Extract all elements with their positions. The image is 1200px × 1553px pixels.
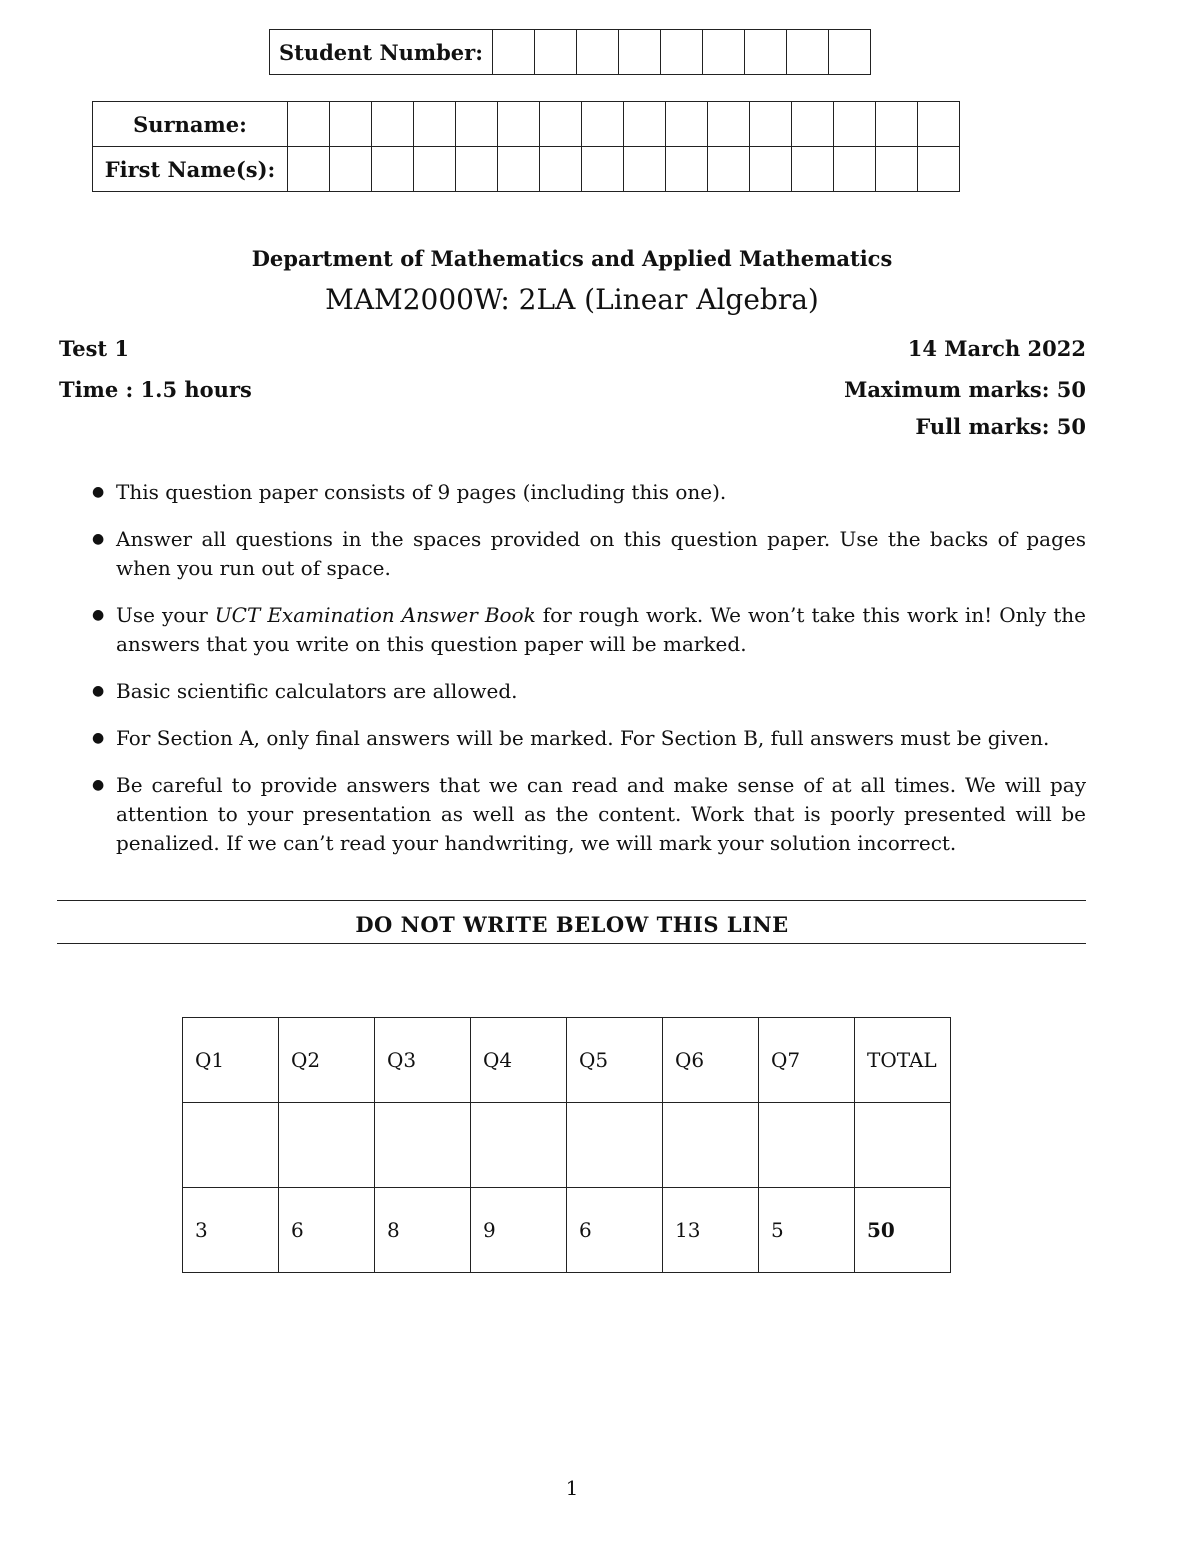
surname-box[interactable]	[372, 102, 414, 147]
first-name-box[interactable]	[330, 147, 372, 192]
bullet-icon: ●	[92, 777, 105, 793]
bullet-icon: ●	[92, 607, 105, 623]
bullet-icon: ●	[92, 484, 105, 500]
max-mark-cell: 13	[663, 1188, 759, 1273]
student-number-box[interactable]	[703, 30, 745, 75]
max-marks-label: Maximum marks: 50	[844, 377, 1086, 402]
instruction-item	[92, 525, 1086, 583]
student-number-box[interactable]	[787, 30, 829, 75]
marks-max-row	[183, 1188, 951, 1273]
marks-header-cell: Q2	[279, 1018, 375, 1103]
score-cell[interactable]	[567, 1103, 663, 1188]
bullet-icon: ●	[92, 730, 105, 746]
max-mark-cell: 9	[471, 1188, 567, 1273]
first-name-box[interactable]	[498, 147, 540, 192]
first-name-box[interactable]	[792, 147, 834, 192]
course-title: MAM2000W: 2LA (Linear Algebra)	[325, 283, 819, 316]
score-cell[interactable]	[375, 1103, 471, 1188]
surname-box[interactable]	[498, 102, 540, 147]
marks-header-cell: Q5	[567, 1018, 663, 1103]
student-number-table	[269, 29, 871, 75]
surname-box[interactable]	[876, 102, 918, 147]
marks-score-row	[183, 1103, 951, 1188]
instruction-item	[92, 724, 1086, 753]
time-label: Time : 1.5 hours	[59, 377, 252, 402]
student-number-box[interactable]	[577, 30, 619, 75]
max-mark-cell: 5	[759, 1188, 855, 1273]
marks-header-cell: Q3	[375, 1018, 471, 1103]
instruction-text: Basic scientific calculators are allowed.	[116, 679, 518, 703]
instruction-text-after: for rough work. We won’t take this work in! Only the answers that you write on this question paper will be marked.	[116, 603, 1086, 656]
student-number-box[interactable]	[661, 30, 703, 75]
first-name-row	[93, 147, 960, 192]
answer-book-title: UCT Examination Answer Book	[214, 603, 536, 627]
student-number-label: Student Number:	[270, 30, 493, 75]
first-name-label: First Name(s):	[93, 147, 288, 192]
page-number: 1	[565, 1476, 579, 1500]
score-cell[interactable]	[855, 1103, 951, 1188]
max-mark-cell: 3	[183, 1188, 279, 1273]
score-cell[interactable]	[471, 1103, 567, 1188]
surname-box[interactable]	[918, 102, 960, 147]
first-name-box[interactable]	[834, 147, 876, 192]
instruction-item	[92, 478, 1086, 507]
instruction-text: For Section A, only final answers will be marked. For Section B, full answers must be given.	[116, 726, 1050, 750]
first-name-box[interactable]	[708, 147, 750, 192]
first-name-box[interactable]	[750, 147, 792, 192]
instruction-text: This question paper consists of 9 pages (including this one).	[116, 480, 727, 504]
surname-box[interactable]	[666, 102, 708, 147]
instruction-item	[92, 601, 1086, 659]
marks-header-cell: TOTAL	[855, 1018, 951, 1103]
max-mark-cell: 6	[567, 1188, 663, 1273]
first-name-box[interactable]	[540, 147, 582, 192]
first-name-box[interactable]	[582, 147, 624, 192]
max-mark-cell: 6	[279, 1188, 375, 1273]
score-cell[interactable]	[759, 1103, 855, 1188]
surname-box[interactable]	[330, 102, 372, 147]
max-mark-cell: 8	[375, 1188, 471, 1273]
student-number-box[interactable]	[745, 30, 787, 75]
student-number-box[interactable]	[535, 30, 577, 75]
surname-label: Surname:	[93, 102, 288, 147]
total-max-mark-cell: 50	[855, 1188, 951, 1273]
instructions-list	[92, 478, 1086, 876]
instruction-text: Be careful to provide answers that we can read and make sense of at all times. We will pay attention to your presentation as well as the content. Work that is poorly presented will be penalized. If we can’t read your handwriting, we will mark your solution incorrect.	[116, 773, 1086, 855]
student-number-box[interactable]	[829, 30, 871, 75]
name-table	[92, 101, 960, 192]
first-name-box[interactable]	[288, 147, 330, 192]
surname-box[interactable]	[750, 102, 792, 147]
first-name-box[interactable]	[372, 147, 414, 192]
divider-bottom	[57, 943, 1086, 944]
surname-box[interactable]	[792, 102, 834, 147]
surname-row	[93, 102, 960, 147]
score-cell[interactable]	[279, 1103, 375, 1188]
marks-header-cell: Q6	[663, 1018, 759, 1103]
do-not-write-heading: DO NOT WRITE BELOW THIS LINE	[355, 912, 789, 937]
marks-header-row	[183, 1018, 951, 1103]
surname-box[interactable]	[582, 102, 624, 147]
first-name-box[interactable]	[876, 147, 918, 192]
full-marks-label: Full marks: 50	[915, 414, 1086, 439]
surname-box[interactable]	[414, 102, 456, 147]
surname-box[interactable]	[708, 102, 750, 147]
surname-box[interactable]	[624, 102, 666, 147]
surname-box[interactable]	[834, 102, 876, 147]
first-name-box[interactable]	[624, 147, 666, 192]
instruction-item	[92, 771, 1086, 858]
first-name-box[interactable]	[456, 147, 498, 192]
marks-header-cell: Q1	[183, 1018, 279, 1103]
surname-box[interactable]	[540, 102, 582, 147]
marks-table	[182, 1017, 951, 1273]
first-name-box[interactable]	[414, 147, 456, 192]
marks-header-cell: Q4	[471, 1018, 567, 1103]
student-number-box[interactable]	[493, 30, 535, 75]
first-name-box[interactable]	[918, 147, 960, 192]
test-date: 14 March 2022	[907, 336, 1086, 361]
bullet-icon: ●	[92, 683, 105, 699]
bullet-icon: ●	[92, 531, 105, 547]
first-name-box[interactable]	[666, 147, 708, 192]
department-title: Department of Mathematics and Applied Mathematics	[251, 246, 893, 271]
student-number-box[interactable]	[619, 30, 661, 75]
test-label: Test 1	[59, 336, 130, 361]
instruction-text-before: Use your	[116, 603, 215, 627]
instruction-item	[92, 677, 1086, 706]
instruction-text: Answer all questions in the spaces provided on this question paper. Use the backs of pages when you run out of space.	[116, 527, 1086, 580]
surname-box[interactable]	[456, 102, 498, 147]
marks-header-cell: Q7	[759, 1018, 855, 1103]
score-cell[interactable]	[663, 1103, 759, 1188]
divider-top	[57, 900, 1086, 901]
score-cell[interactable]	[183, 1103, 279, 1188]
surname-box[interactable]	[288, 102, 330, 147]
